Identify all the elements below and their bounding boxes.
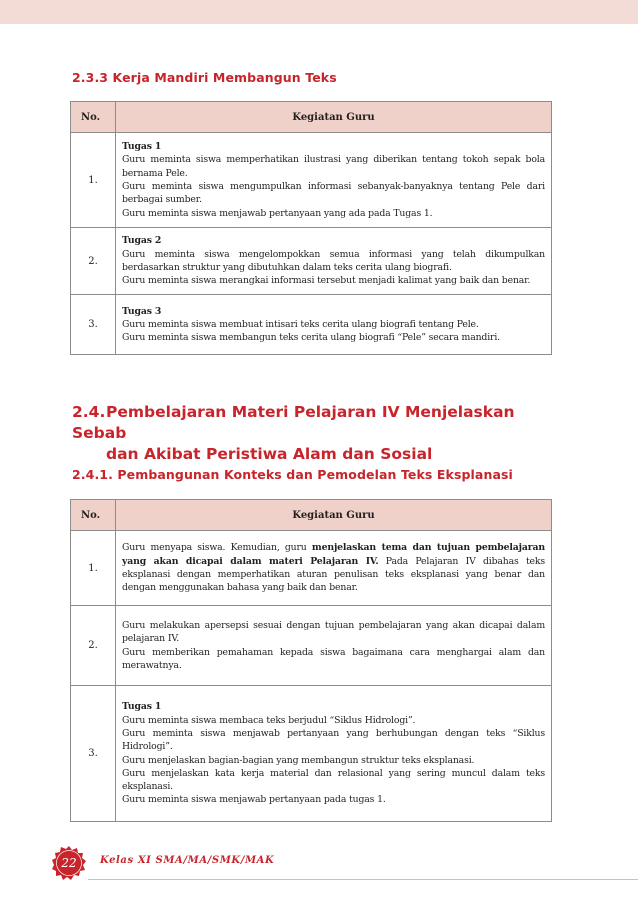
row-text-post: Pada Pelajaran IV dibahas teks eksplanasi dengan memperhatikan aturan penulisan teks eksplanasi yang benar dan dengan menggunakan bahasa yang baik dan benar. [122,555,545,594]
table-row [71,606,552,686]
table-pembangunan-konteks [70,499,552,822]
table-row [71,228,552,295]
task-line: Guru meminta siswa membangun teks cerita ulang biografi “Pele” secara mandiri. [122,332,500,344]
task-line: Guru meminta siswa menjawab pertanyaan yang berhubungan dengan teks “Siklus Hidrologi”. [122,727,545,753]
task-line: Guru meminta siswa menjawab pertanyaan pada tugas 1. [122,794,386,806]
task-line: Guru meminta siswa mengumpulkan informasi sebanyak-banyaknya tentang Pele dari berbagai sumber. [122,181,545,206]
task-line: Guru meminta siswa menjawab pertanyaan yang ada pada Tugas 1. [122,207,433,219]
row-number: 1. [71,133,116,228]
row-number: 2. [71,228,116,295]
header-kegiatan: Kegiatan Guru [116,102,552,133]
task-line: Guru meminta siswa membuat intisari teks cerita ulang biografi tentang Pele. [122,318,479,330]
row-number: 1. [71,531,116,606]
table-row [71,295,552,355]
row-text-bold: menjelaskan tema dan tujuan pembelajaran yang akan dicapai dalam materi Pelajaran IV. [122,542,545,567]
header-no: No. [71,102,116,133]
task-title: Tugas 2 [122,235,162,247]
task-line: Guru menjelaskan kata kerja material dan relasional yang sering muncul dalam teks eksplanasi. [122,767,545,793]
table-header-row [71,500,552,531]
row-content [116,531,552,606]
row-content [116,686,552,822]
task-line: Guru meminta siswa memperhatikan ilustrasi yang diberikan tentang tokoh sepak bola bernama Pele. [122,154,545,179]
table-header-row [71,102,552,133]
section-title-line1: Pembelajaran Materi Pelajaran IV Menjelaskan Sebab [72,403,515,442]
row-number: 2. [71,606,116,686]
row-content [116,606,552,686]
task-line: Guru memberikan pemahaman kepada siswa bagaimana cara menghargai alam dan merawatnya. [122,646,545,671]
section-heading-2-4 [72,402,572,465]
page-number: 22 [61,856,77,870]
table-kerja-mandiri [70,101,552,355]
task-title: Tugas 1 [122,141,162,153]
row-number: 3. [71,295,116,355]
header-kegiatan: Kegiatan Guru [116,500,552,531]
section-number: 2.4. [72,403,106,421]
row-number: 3. [71,686,116,822]
section-title-line2: dan Akibat Peristiwa Alam dan Sosial [106,445,433,463]
row-text-pre: Guru menyapa siswa. Kemudian, guru [122,542,312,554]
row-content [116,133,552,228]
section-heading-2-4-1: 2.4.1. Pembangunan Konteks dan Pemodelan Teks Eksplanasi [72,467,513,482]
top-band [0,0,638,24]
table-row [71,133,552,228]
header-no: No. [71,500,116,531]
section-heading-2-3-3: 2.3.3 Kerja Mandiri Membangun Teks [72,70,337,85]
task-line: Guru meminta siswa membaca teks berjudul “Siklus Hidrologi”. [122,714,416,726]
task-line: Guru menjelaskan bagian-bagian yang membangun struktur teks eksplanasi. [122,754,475,766]
row-content [116,295,552,355]
row-content [116,228,552,295]
book-title: Kelas XI SMA/MA/SMK/MAK [100,855,275,866]
task-line: Guru melakukan apersepsi sesuai dengan tujuan pembelajaran yang akan dicapai dalam pelajaran IV. [122,619,545,645]
task-title: Tugas 1 [122,701,162,713]
task-title: Tugas 3 [122,305,162,317]
task-line: Guru meminta siswa mengelompokkan semua informasi yang telah dikumpulkan berdasarkan struktur yang dibutuhkan dalam teks cerita ulang biografi. [122,248,545,273]
footer-divider [88,879,638,880]
table-row [71,531,552,606]
table-row [71,686,552,822]
task-line: Guru meminta siswa merangkai informasi tersebut menjadi kalimat yang baik dan benar. [122,275,531,287]
